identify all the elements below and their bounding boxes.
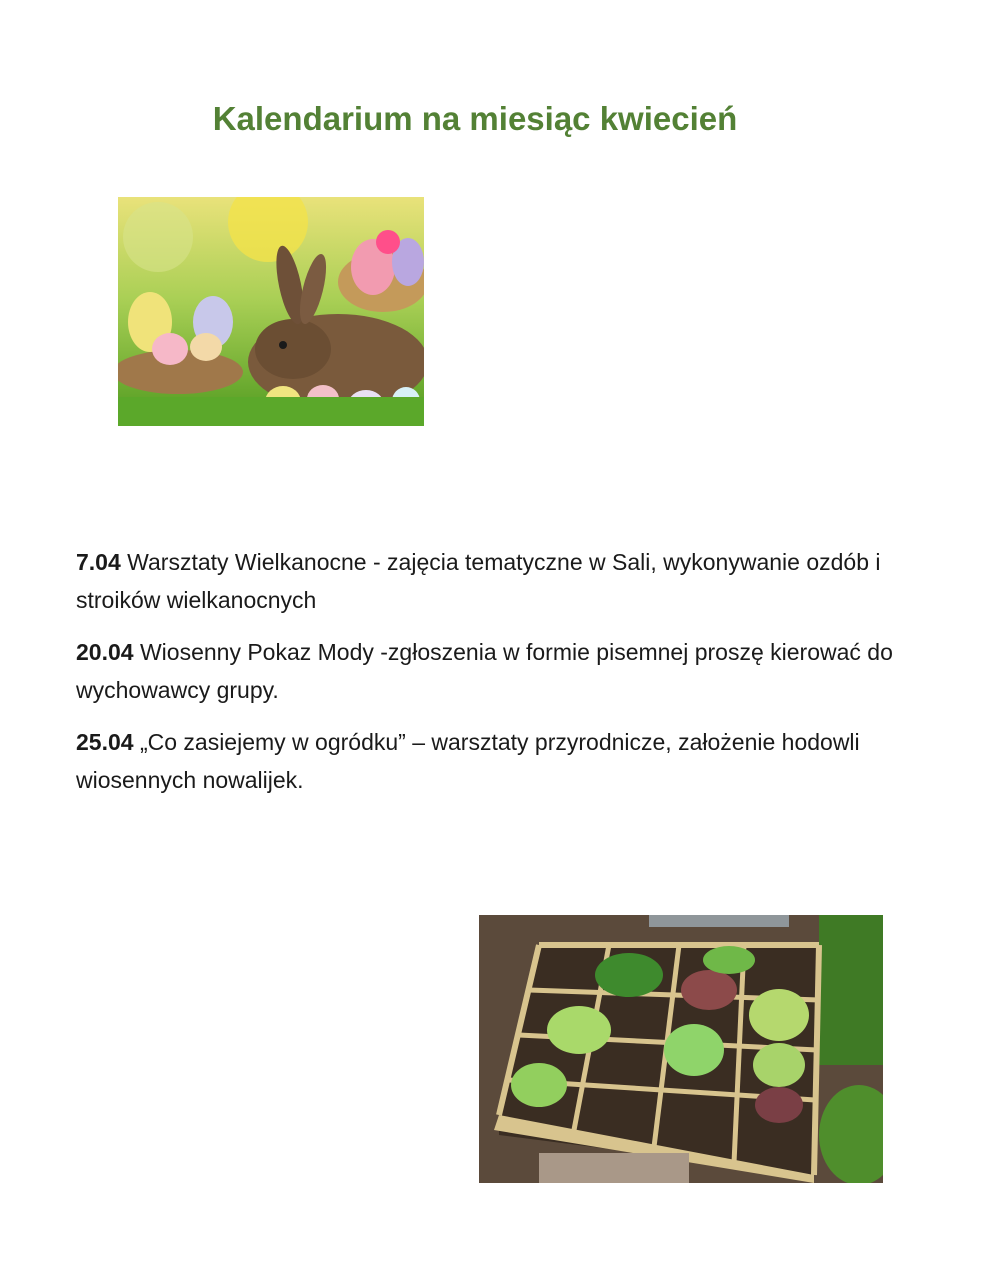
event-text: Warsztaty Wielkanocne - zajęcia tematyczne w Sali, wykonywanie ozdób i stroików wielkanocnych xyxy=(76,549,881,613)
easter-bunny-image xyxy=(118,197,424,426)
page-title: Kalendarium na miesiąc kwiecień xyxy=(212,100,738,137)
event-date: 20.04 xyxy=(76,639,134,665)
events-list xyxy=(76,543,936,813)
garden-bed-image xyxy=(479,915,883,1183)
event-item xyxy=(76,633,936,709)
event-date: 25.04 xyxy=(76,729,134,755)
event-item xyxy=(76,543,936,619)
event-item xyxy=(76,723,936,799)
event-text: „Co zasiejemy w ogródku” – warsztaty przyrodnicze, założenie hodowli wiosennych nowalijek. xyxy=(76,729,860,793)
event-date: 7.04 xyxy=(76,549,121,575)
event-text: Wiosenny Pokaz Mody -zgłoszenia w formie pisemnej proszę kierować do wychowawcy grupy. xyxy=(76,639,893,703)
